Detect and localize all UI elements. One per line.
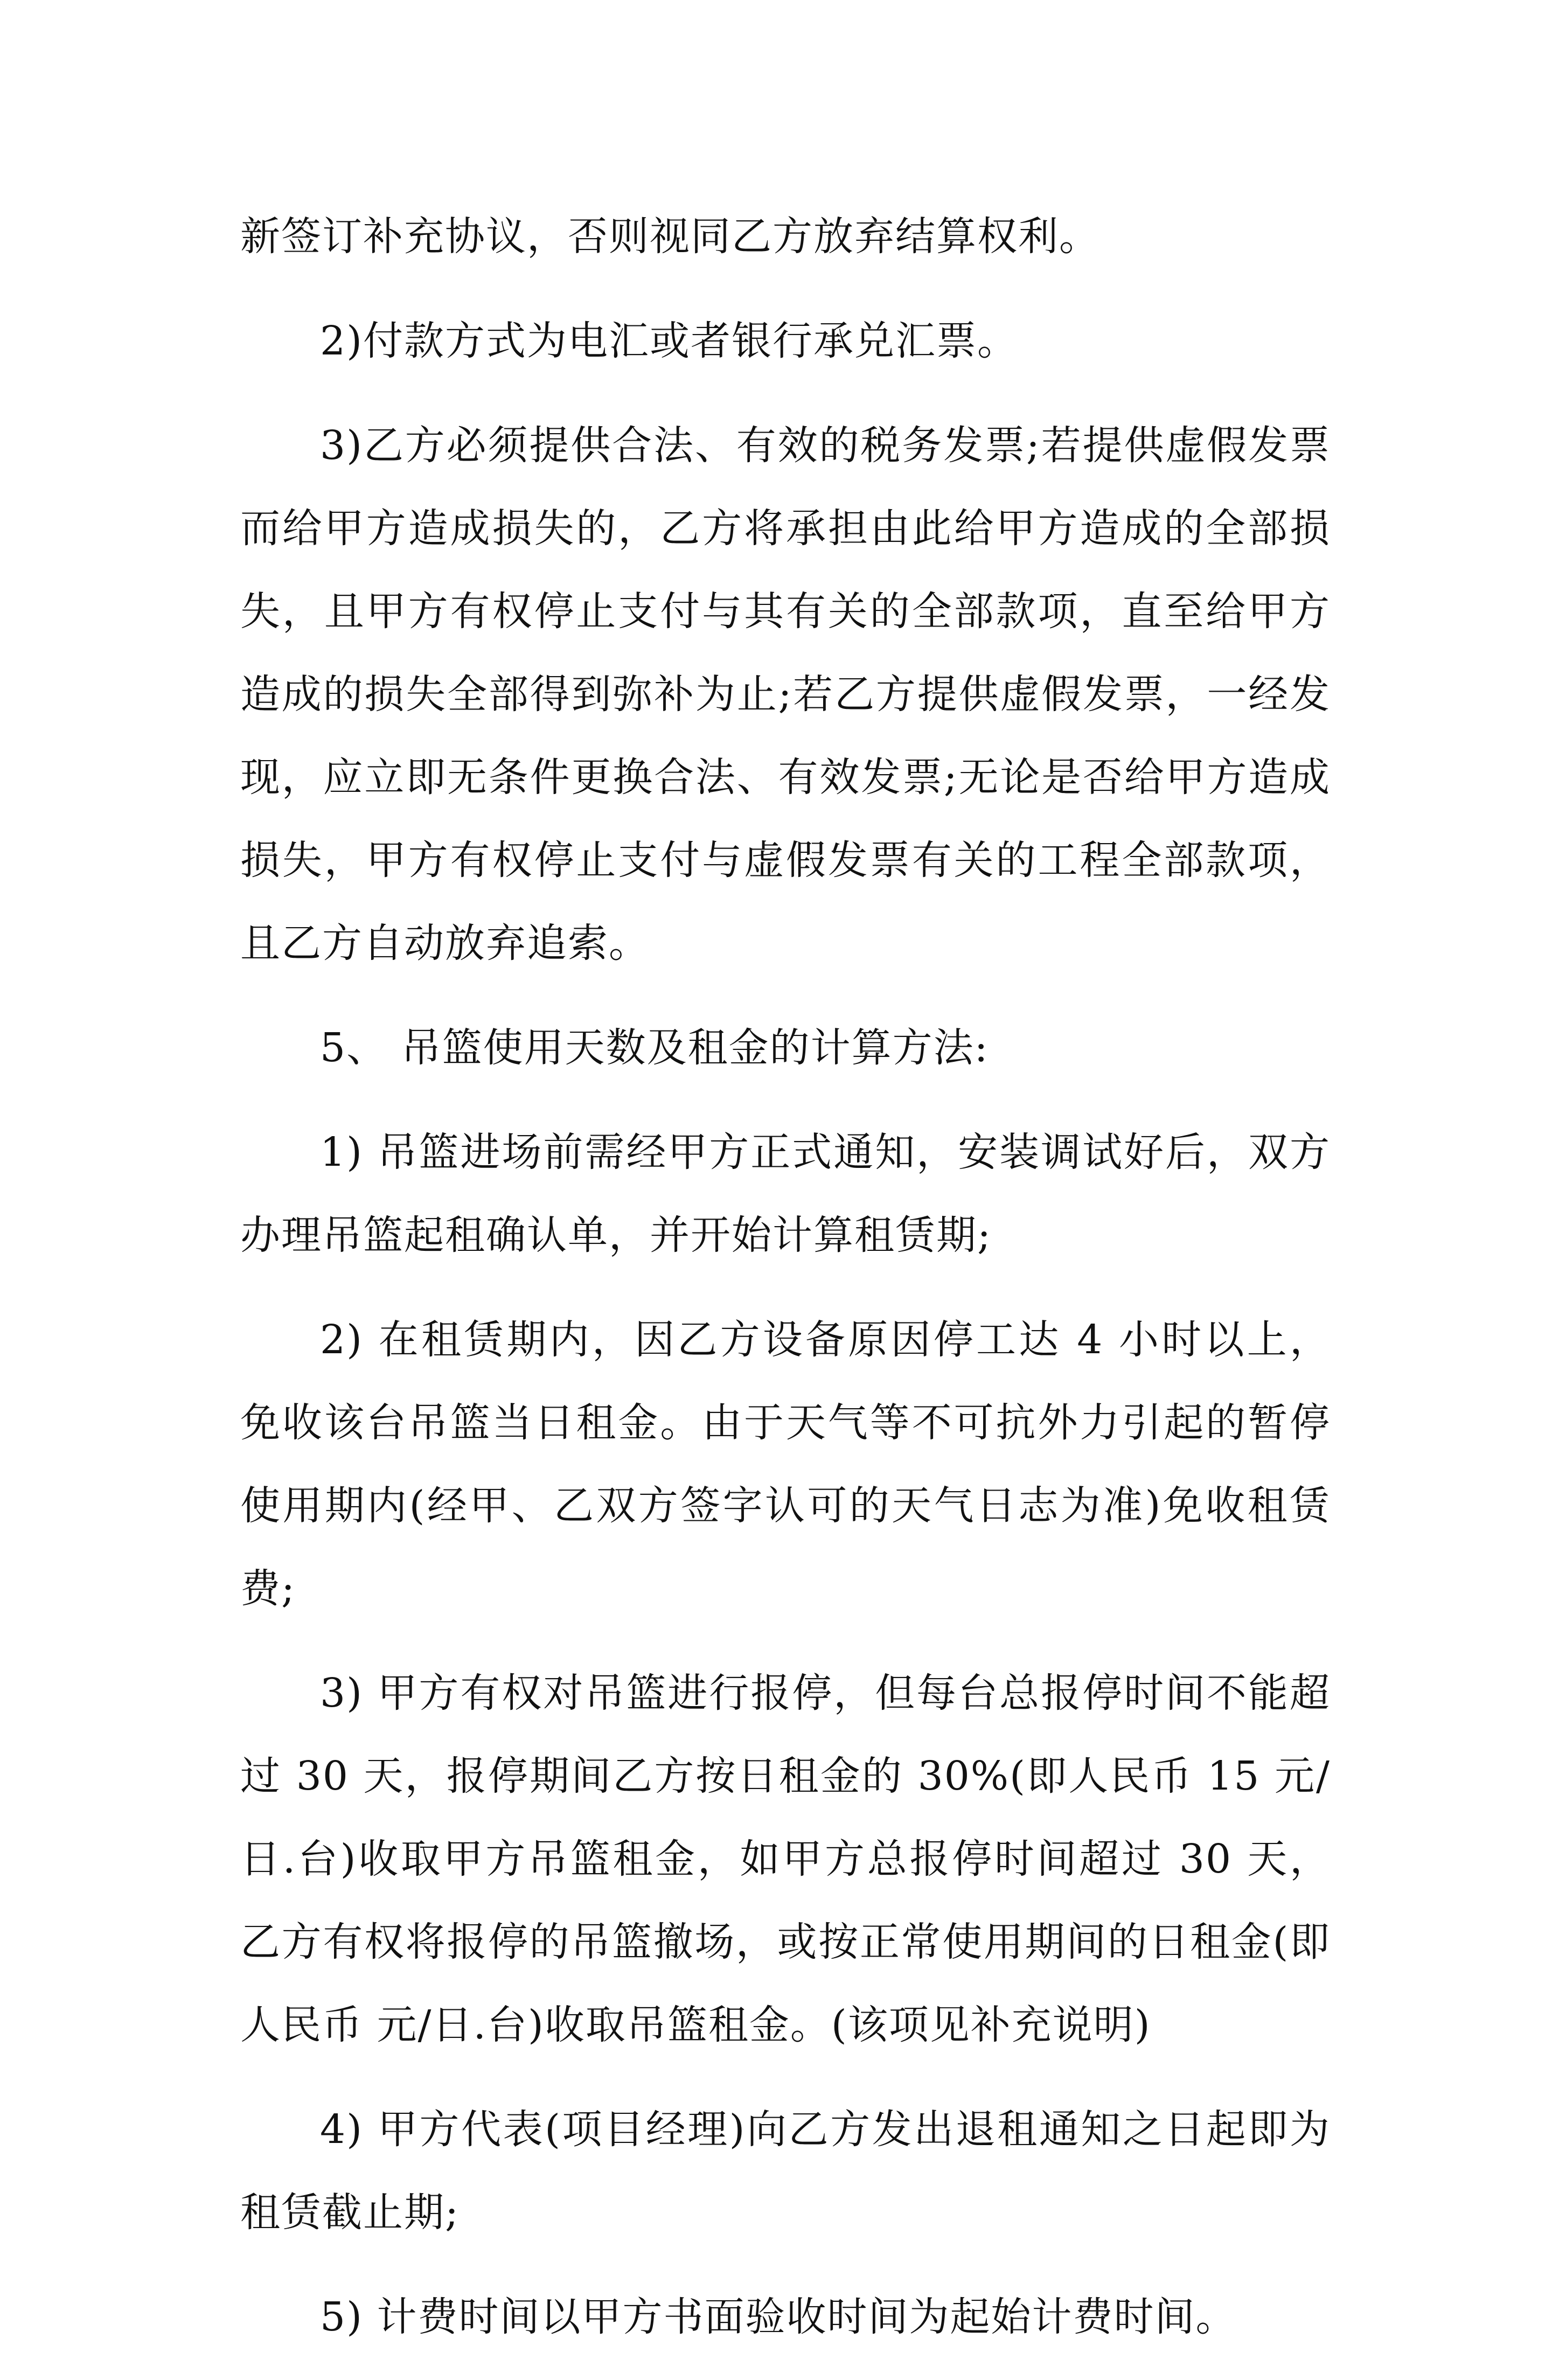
paragraph-invoice-requirement: 3)乙方必须提供合法、有效的税务发票;若提供虚假发票而给甲方造成损失的，乙方将承担由此给甲方造成的全部损失，且甲方有权停止支付与其有关的全部款项，直至给甲方造成的损失全部得到弥补为止;若乙方提供虚假发票，一经发现，应立即无条件更换合法、有效发票;无论是否给甲方造成损失，甲方有权停止支付与虚假发票有关的工程全部款项，且乙方自动放弃追索。 [240,422,1331,966]
paragraph-suspension-terms: 3) 甲方有权对吊篮进行报停，但每台总报停时间不能超过 30 天，报停期间乙方按日租金的 30%(即人民币 15 元/日.台)收取甲方吊篮租金，如甲方总报停时间超过 30 天，乙方有权将报停的吊篮撤场，或按正常使用期间的日租金(即人民币 元/日.台)收取吊篮租金。(该项见补充说明) [240,1670,1331,2048]
paragraph-termination-date: 4) 甲方代表(项目经理)向乙方发出退租通知之日起即为租赁截止期; [240,2106,1331,2236]
paragraph-settlement-continuation: 新签订补充协议，否则视同乙方放弃结算权利。 [240,213,1100,260]
paragraph-payment-method: 2)付款方式为电汇或者银行承兑汇票。 [320,318,1018,364]
document-body [240,195,1331,2380]
paragraph-rent-exemption: 2) 在租赁期内，因乙方设备原因停工达 4 小时以上，免收该台吊篮当日租金。由于天气等不可抗外力引起的暂停使用期内(经甲、乙双方签字认可的天气日志为准)免收租赁费; [240,1317,1331,1612]
paragraph-billing-start: 5) 计费时间以甲方书面验收时间为起始计费时间。 [320,2294,1237,2340]
paragraph-rental-start: 1) 吊篮进场前需经甲方正式通知，安装调试好后，双方办理吊篮起租确认单，并开始计算租赁期; [240,1129,1331,1258]
section-heading-rental-calculation: 5、 吊篮使用天数及租金的计算方法: [320,1025,989,1071]
